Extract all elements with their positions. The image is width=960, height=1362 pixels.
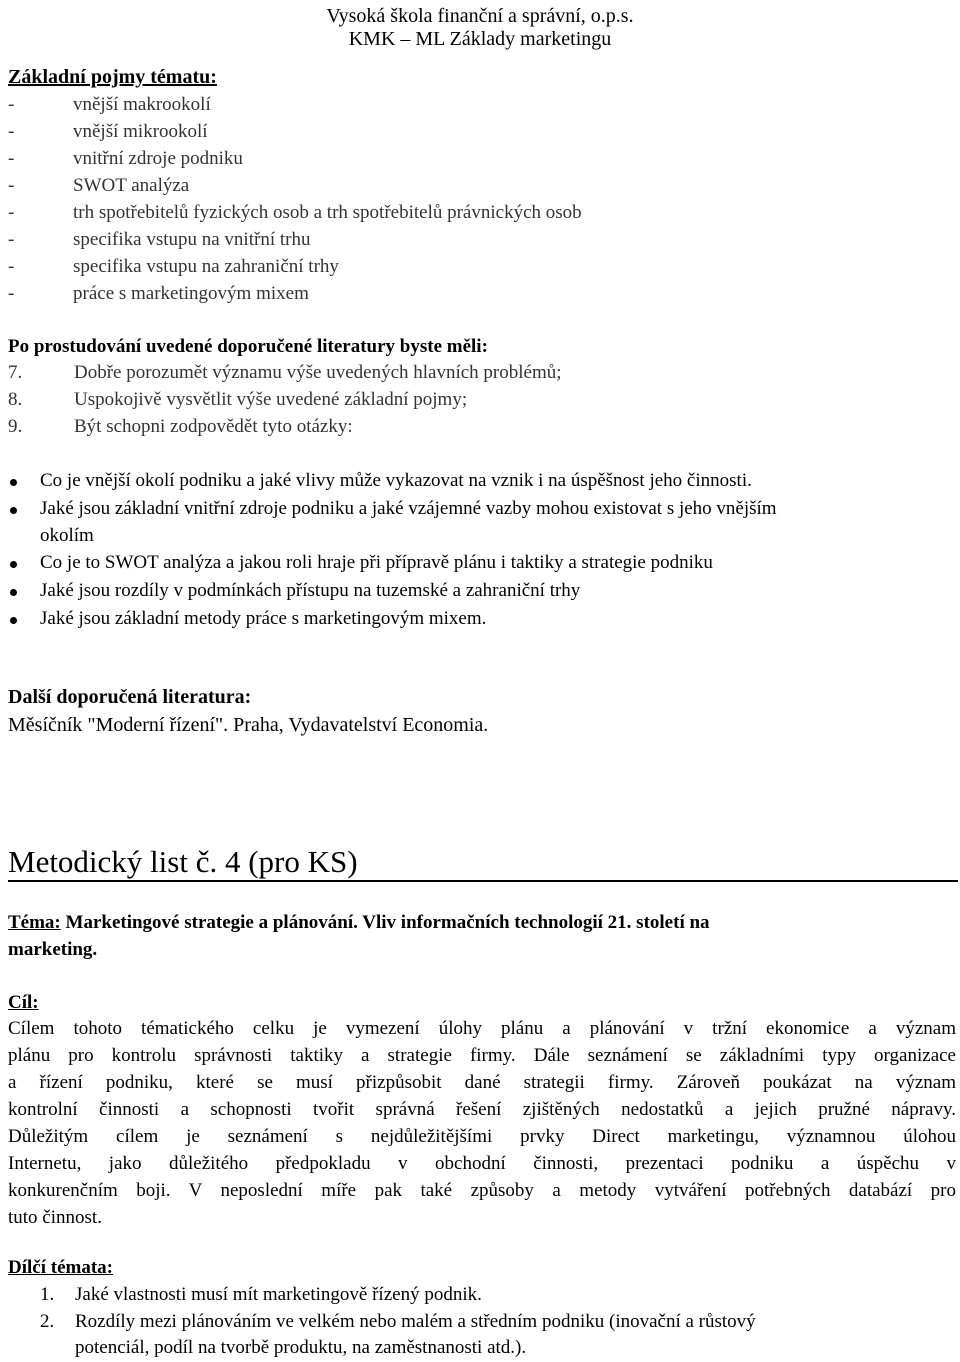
basics-heading: Základní pojmy tématu: xyxy=(8,66,217,88)
paragraph-line: Internetu, jako důležitého předpokladu v obchodní činnosti, prezentaci podniku a úspěchu v xyxy=(8,1153,956,1174)
list-item: - trh spotřebitelů fyzických osob a trh spotřebitelů právnických osob xyxy=(8,202,582,223)
paragraph-line: plánu pro kontrolu správnosti taktiky a strategie firmy. Dále seznámení se základními typy organizace xyxy=(8,1045,956,1066)
bullet-icon xyxy=(10,617,17,624)
bullet-icon xyxy=(10,479,17,486)
bullet-icon xyxy=(10,507,17,514)
paragraph-line: Cílem tohoto tématického celku je vymezení úlohy plánu a plánování v tržní ekonomice a význam xyxy=(8,1018,956,1039)
bullet-icon xyxy=(10,589,17,596)
header-school-name: Vysoká škola finanční a správní, o.p.s. xyxy=(326,5,634,27)
list-item: 7. Dobře porozumět významu výše uvedených hlavních problémů; xyxy=(8,362,562,383)
list-item: - specifika vstupu na vnitřní trhu xyxy=(8,229,311,250)
list-item: - SWOT analýza xyxy=(8,175,190,196)
paragraph-line: tuto činnost. xyxy=(8,1207,102,1228)
paragraph-line: kontrolní činnosti a schopnosti tvořit správná řešení zjištěných nedostatků a jejich pružné nápravy. xyxy=(8,1099,956,1120)
sheet-title: Metodický list č. 4 (pro KS) xyxy=(8,844,358,879)
goal-heading: Cíl: xyxy=(8,992,39,1013)
list-item: 8. Uspokojivě vysvětlit výše uvedené základní pojmy; xyxy=(8,389,468,410)
list-item: 1. Jaké vlastnosti musí mít marketingově řízený podnik. xyxy=(40,1284,482,1305)
topic-line-2: marketing. xyxy=(8,939,98,960)
topic-line-1: Téma: Marketingové strategie a plánování. Vliv informačních technologií 21. století na xyxy=(8,912,710,933)
study-heading: Po prostudování uvedené doporučené literatury byste měli: xyxy=(8,336,488,357)
list-item: - vnější makrookolí xyxy=(8,94,211,115)
list-item: 9. Být schopni zodpovědět tyto otázky: xyxy=(8,416,353,437)
list-item: - práce s marketingovým mixem xyxy=(8,283,309,304)
header-course-name: KMK – ML Základy marketingu xyxy=(348,28,612,50)
title-divider xyxy=(8,880,958,882)
list-item-continuation: potenciál, podíl na tvorbě produktu, na zaměstnanosti atd.). xyxy=(75,1337,527,1358)
bullet-icon xyxy=(10,561,17,568)
list-item: - specifika vstupu na zahraniční trhy xyxy=(8,256,339,277)
subtopics-heading: Dílčí témata: xyxy=(8,1257,113,1278)
literature-heading: Další doporučená literatura: xyxy=(8,686,252,708)
paragraph-line: konkurenčním boji. V neposlední míře pak také způsoby a metody vytváření potřebných databází pro xyxy=(8,1180,956,1201)
list-item: 2. Rozdíly mezi plánováním ve velkém nebo malém a středním podniku (inovační a růstový xyxy=(40,1311,756,1332)
paragraph-line: a řízení podniku, které se musí přizpůsobit dané strategii firmy. Zároveň poukázat na význam xyxy=(8,1072,956,1093)
list-item: - vnější mikrookolí xyxy=(8,121,208,142)
paragraph-line: Důležitým cílem je seznámení s nejdůležitějšími prvky Direct marketingu, významnou úlohou xyxy=(8,1126,956,1147)
literature-text: Měsíčník "Moderní řízení". Praha, Vydavatelství Economia. xyxy=(8,714,489,736)
list-item: - vnitřní zdroje podniku xyxy=(8,148,243,169)
